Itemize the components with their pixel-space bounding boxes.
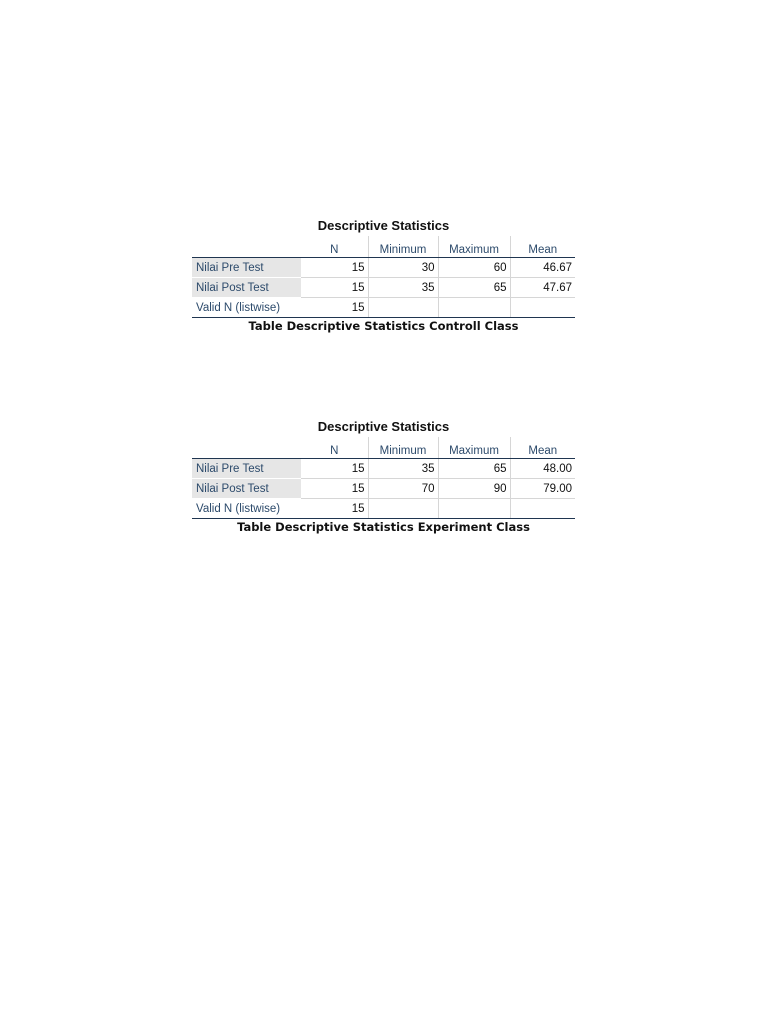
- row-label: Nilai Post Test: [192, 479, 301, 499]
- row-label: Valid N (listwise): [192, 499, 301, 519]
- experiment-class-stats: [192, 417, 575, 535]
- header-n: N: [301, 437, 368, 459]
- table-caption: Table Descriptive Statistics Experiment Class: [237, 520, 530, 534]
- cell-mean: [510, 298, 575, 318]
- header-row: [192, 236, 575, 258]
- cell-mean: [510, 499, 575, 519]
- cell-n: 15: [301, 278, 368, 298]
- cell-n: 15: [301, 258, 368, 278]
- descriptive-stats-table: [192, 437, 575, 519]
- cell-maximum: 60: [438, 258, 510, 278]
- header-minimum: Minimum: [368, 236, 438, 258]
- cell-n: 15: [301, 459, 368, 479]
- header-mean: Mean: [510, 437, 575, 459]
- table-row: [192, 258, 575, 278]
- cell-n: 15: [301, 479, 368, 499]
- table-row: [192, 298, 575, 318]
- table-row: [192, 499, 575, 519]
- cell-minimum: 30: [368, 258, 438, 278]
- cell-n: 15: [301, 298, 368, 318]
- corner-cell: [192, 236, 301, 258]
- cell-maximum: [438, 499, 510, 519]
- header-maximum: Maximum: [438, 236, 510, 258]
- header-row: [192, 437, 575, 459]
- header-n: N: [301, 236, 368, 258]
- cell-minimum: [368, 298, 438, 318]
- cell-mean: 48.00: [510, 459, 575, 479]
- row-label: Nilai Pre Test: [192, 459, 301, 479]
- control-class-stats: [192, 216, 575, 334]
- table-caption: Table Descriptive Statistics Controll Class: [248, 319, 519, 333]
- header-minimum: Minimum: [368, 437, 438, 459]
- cell-maximum: [438, 298, 510, 318]
- table-row: [192, 479, 575, 499]
- header-maximum: Maximum: [438, 437, 510, 459]
- cell-minimum: 70: [368, 479, 438, 499]
- cell-mean: 46.67: [510, 258, 575, 278]
- cell-minimum: [368, 499, 438, 519]
- row-label: Nilai Post Test: [192, 278, 301, 298]
- table-title: Descriptive Statistics: [317, 419, 450, 434]
- cell-maximum: 65: [438, 278, 510, 298]
- table-row: [192, 278, 575, 298]
- table-row: [192, 459, 575, 479]
- cell-maximum: 65: [438, 459, 510, 479]
- cell-minimum: 35: [368, 459, 438, 479]
- cell-maximum: 90: [438, 479, 510, 499]
- cell-n: 15: [301, 499, 368, 519]
- header-mean: Mean: [510, 236, 575, 258]
- row-label: Valid N (listwise): [192, 298, 301, 318]
- cell-mean: 79.00: [510, 479, 575, 499]
- descriptive-stats-table: [192, 236, 575, 318]
- cell-mean: 47.67: [510, 278, 575, 298]
- row-label: Nilai Pre Test: [192, 258, 301, 278]
- corner-cell: [192, 437, 301, 459]
- table-title: Descriptive Statistics: [317, 218, 450, 233]
- cell-minimum: 35: [368, 278, 438, 298]
